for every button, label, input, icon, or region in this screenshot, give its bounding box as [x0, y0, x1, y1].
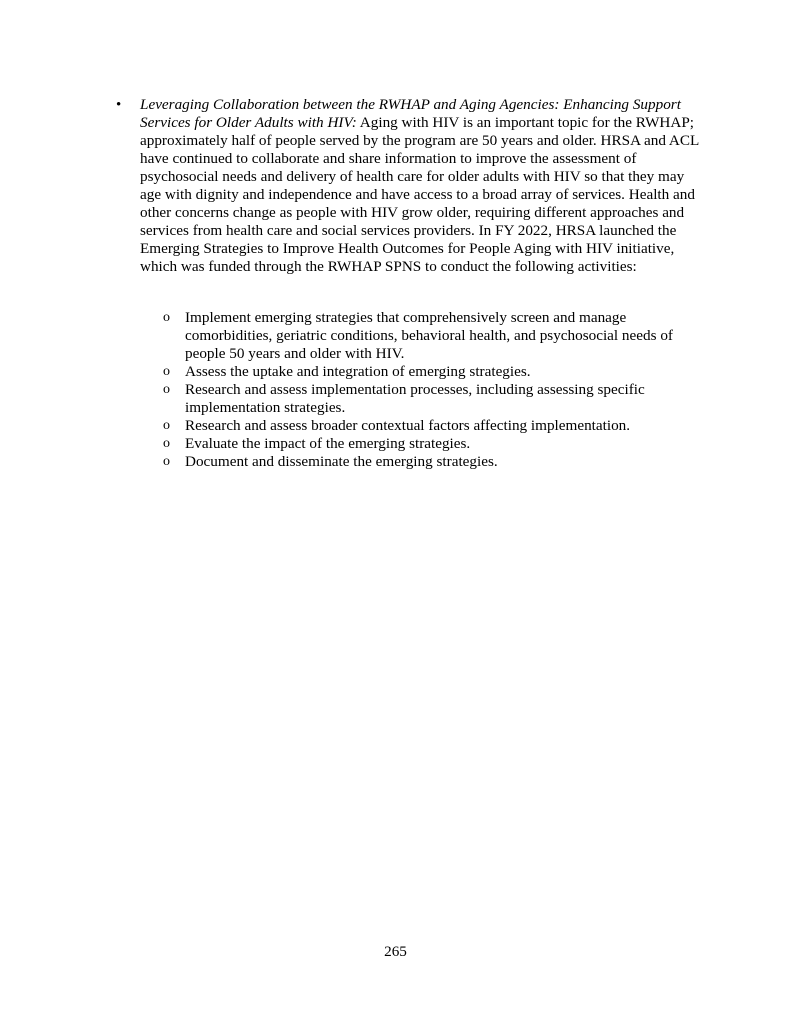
- activity-text: Evaluate the impact of the emerging strategies.: [185, 435, 471, 452]
- bullet-body: Aging with HIV is an important topic for the RWHAP; approximately half of people served by the program are 50 years and older. HRSA and ACL have continued to collaborate and share information to improve the assessment of psychosocial needs and delivery of health care for older adults with HIV so that they may age with dignity and independence and have access to a broad array of services. Health and other concerns change as people with HIV grow older, requiring different approaches and services from health care and social services providers. In FY 2022, HRSA launched the Emerging Strategies to Improve Health Outcomes for People Aging with HIV initiative, which was funded through the RWHAP SPNS to conduct the following activities:: [140, 114, 699, 275]
- list-item: [163, 417, 708, 435]
- activity-text: Document and disseminate the emerging strategies.: [185, 453, 498, 470]
- sub-bullet-marker: o: [163, 364, 170, 379]
- list-item: [163, 381, 708, 417]
- bullet-paragraph: [140, 96, 702, 276]
- activity-text: Assess the uptake and integration of emerging strategies.: [185, 363, 531, 380]
- bullet-heading: Leveraging Collaboration between the RWHAP and Aging Agencies: Enhancing Support Services for Older Adults with HIV:: [140, 96, 681, 131]
- page-number: 265: [384, 943, 407, 960]
- activities-list: [163, 309, 708, 471]
- bullet-marker: •: [116, 97, 122, 113]
- bullet-item: [116, 96, 702, 276]
- list-item: [163, 453, 708, 471]
- list-item: [163, 363, 708, 381]
- sub-bullet-marker: o: [163, 454, 170, 469]
- activity-text: Research and assess implementation processes, including assessing specific implementation strategies.: [185, 381, 645, 416]
- sub-bullet-marker: o: [163, 436, 170, 451]
- activity-text: Research and assess broader contextual factors affecting implementation.: [185, 417, 631, 434]
- sub-bullet-marker: o: [163, 418, 170, 433]
- activity-text: Implement emerging strategies that comprehensively screen and manage comorbidities, geriatric conditions, behavioral health, and psychosocial needs of people 50 years and older with HIV.: [185, 309, 673, 362]
- list-item: [163, 309, 708, 363]
- sub-bullet-marker: o: [163, 382, 170, 397]
- list-item: [163, 435, 708, 453]
- sub-bullet-marker: o: [163, 310, 170, 325]
